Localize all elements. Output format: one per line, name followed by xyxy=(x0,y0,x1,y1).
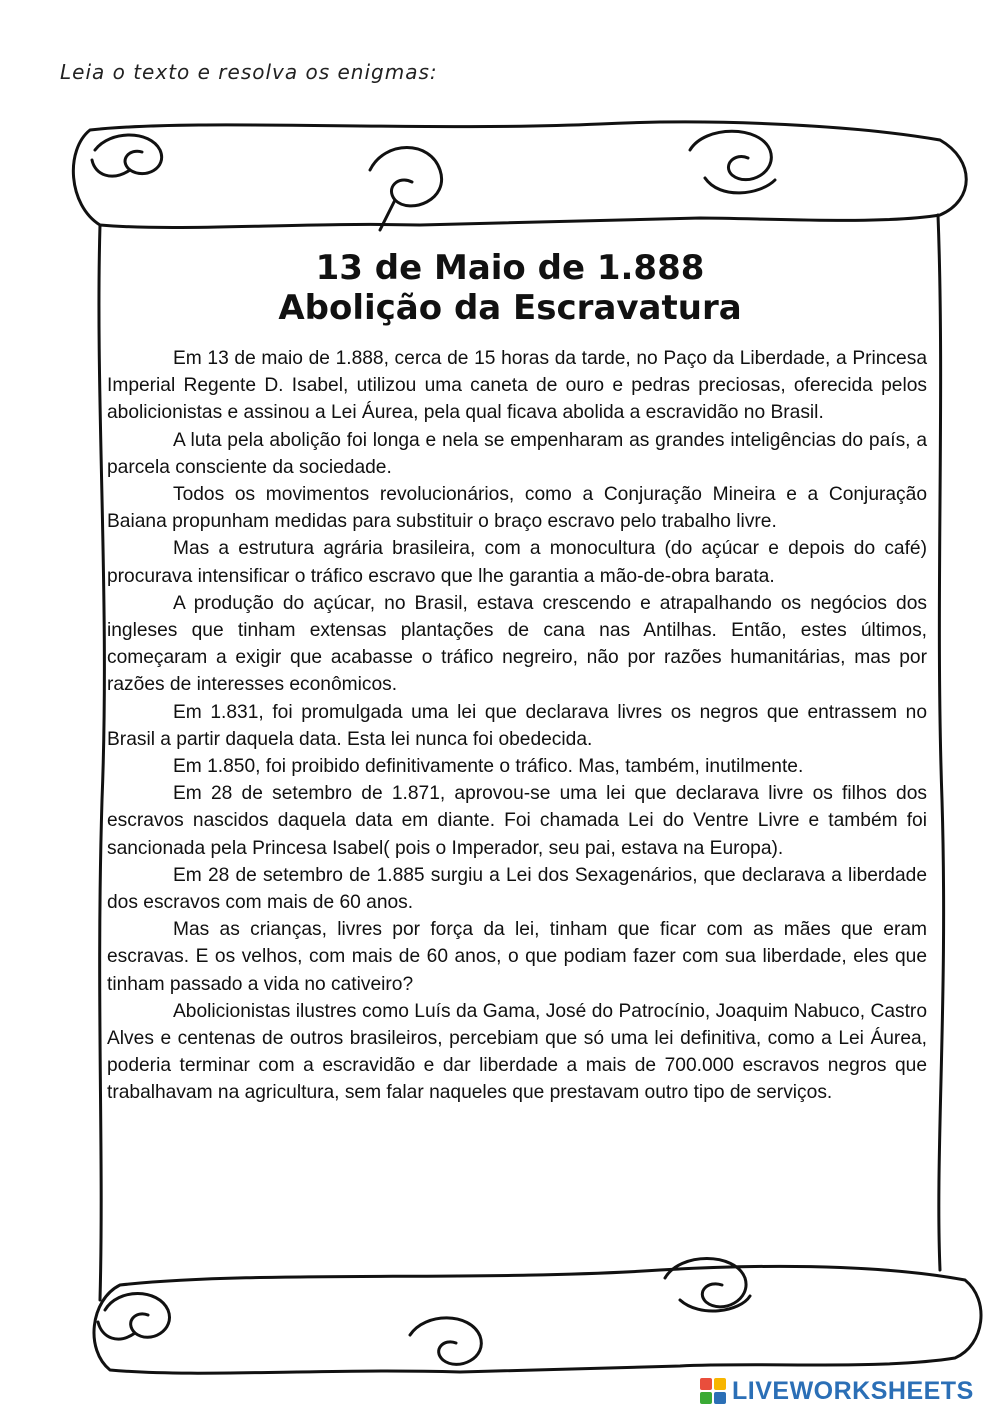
paragraph: Todos os movimentos revolucionários, como a Conjuração Mineira e a Conjuração Baiana propunham medidas para substituir o braço escravo pelo trabalho livre. xyxy=(107,484,927,533)
article-body xyxy=(107,345,927,1107)
paragraph: A luta pela abolição foi longa e nela se empenharam as grandes inteligências do país, a parcela consciente da sociedade. xyxy=(107,429,927,478)
instruction-text: Leia o texto e resolva os enigmas: xyxy=(60,60,438,84)
title-date: 13 de Maio de 1.888 xyxy=(315,248,705,288)
paragraph: Em 1.850, foi proibido definitivamente o tráfico. Mas, também, inutilmente. xyxy=(173,756,804,778)
title-subject: Abolição da Escravatura xyxy=(278,288,742,328)
paragraph: Em 13 de maio de 1.888, cerca de 15 horas da tarde, no Paço da Liberdade, a Princesa Imperial Regente D. Isabel, utilizou uma caneta de ouro e pedras preciosas, oferecida pelos abolicionistas e assinou a Lei Áurea, pela qual ficava abolida a escravidão no Brasil. xyxy=(107,348,927,424)
paragraph: Abolicionistas ilustres como Luís da Gama, José do Patrocínio, Joaquim Nabuco, Castro Alves e centenas de outros brasileiros, percebiam que só uma lei definitiva, como a Lei Áurea, poderia terminar com a escravidão e dar liberdade a mais de 700.000 escravos negros que trabalhavam na agricultura, sem falar naqueles que prestavam outro tipo de serviços. xyxy=(107,1000,927,1104)
paragraph: A produção do açúcar, no Brasil, estava crescendo e atrapalhando os negócios dos ingleses que tinham extensas plantações de cana nas Antilhas. Então, estes últimos, começaram a exigir que acabasse o tráfico negreiro, não por razões humanitárias, mas por razões de interesses econômicos. xyxy=(107,592,927,696)
logo-square-blue xyxy=(714,1392,726,1404)
liveworksheets-logo-icon xyxy=(700,1378,726,1404)
paragraph: Em 1.831, foi promulgada uma lei que declarava livres os negros que entrassem no Brasil a partir daquela data. Esta lei nunca foi obedecida. xyxy=(107,701,927,750)
paragraph: Em 28 de setembro de 1.871, aprovou-se uma lei que declarava livre os filhos dos escravos nascidos daquela data em diante. Foi chamada Lei do Ventre Livre e também foi sancionada pela Princesa Isabel( pois o Imperador, seu pai, estava na Europa). xyxy=(107,783,927,859)
liveworksheets-wordmark: LIVEWORKSHEETS xyxy=(732,1376,974,1405)
logo-square-yellow xyxy=(714,1378,726,1390)
paragraph: Mas as crianças, livres por força da lei, tinham que ficar com as mães que eram escravas. E os velhos, com mais de 60 anos, o que podiam fazer com sua liberdade, eles que tinham passado a vida no cativeiro? xyxy=(107,919,927,995)
paragraph: Mas a estrutura agrária brasileira, com a monocultura (do açúcar e depois do café) procurava intensificar o tráfico escravo que lhe garantia a mão-de-obra barata. xyxy=(107,538,927,587)
liveworksheets-watermark xyxy=(700,1375,974,1407)
logo-square-green xyxy=(700,1392,712,1404)
logo-square-red xyxy=(700,1378,712,1390)
paragraph: Em 28 de setembro de 1.885 surgiu a Lei dos Sexagenários, que declarava a liberdade dos escravos com mais de 60 anos. xyxy=(107,864,927,914)
